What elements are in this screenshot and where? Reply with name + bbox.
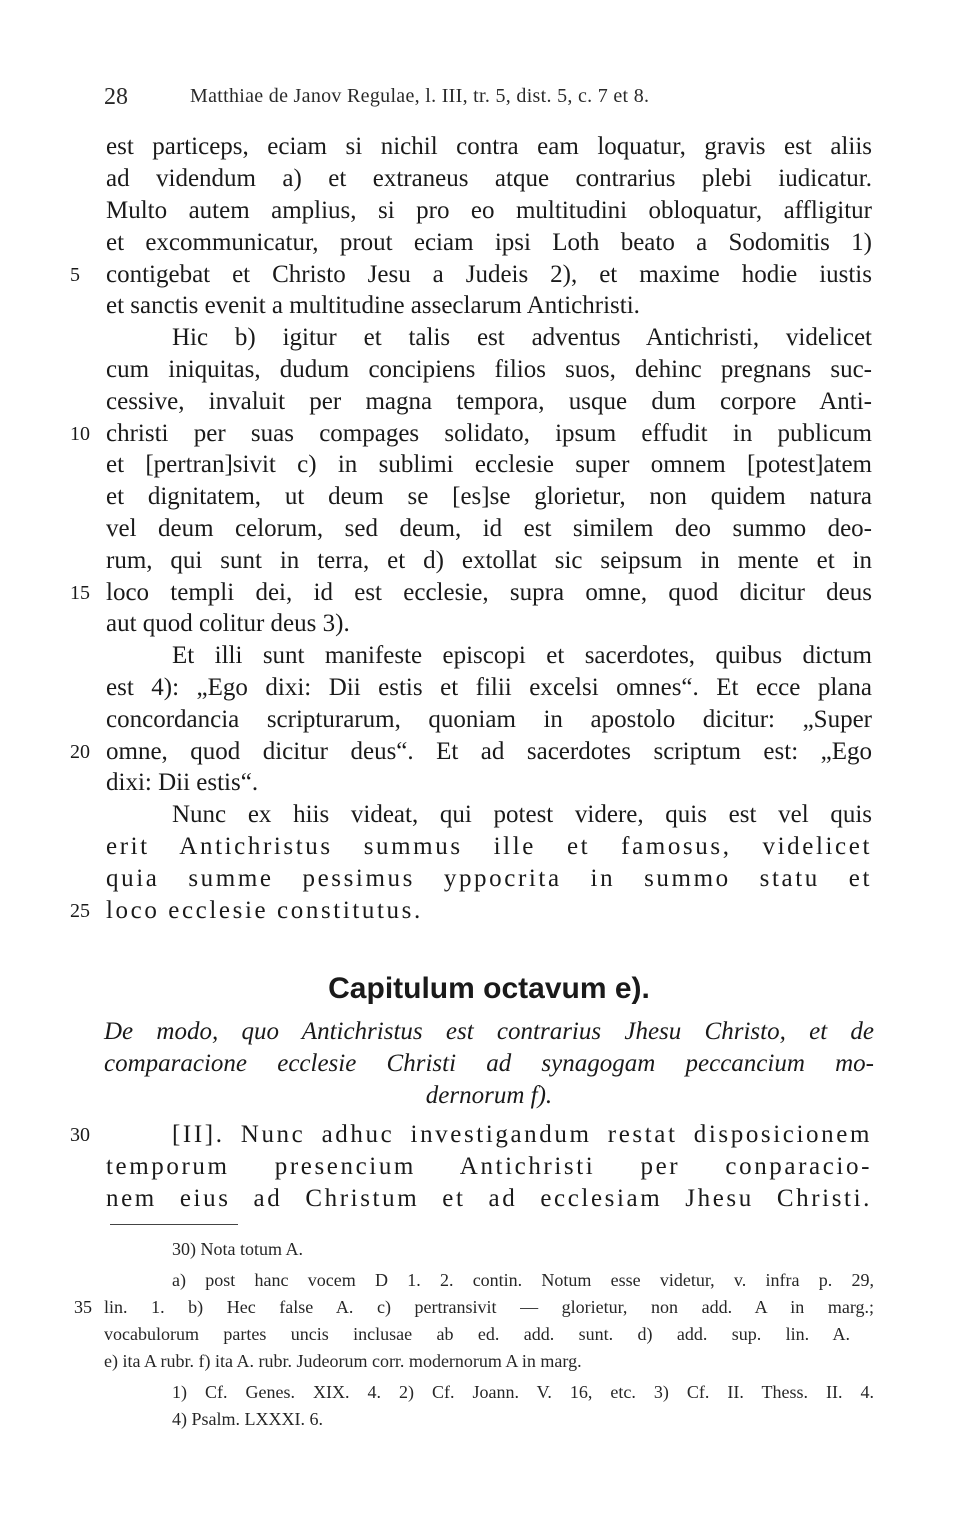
text-line: est 4): „Ego dixi: Dii estis et filii excelsi omnes“. Et ecce plana	[106, 674, 872, 701]
text-line: ad videndum a) et extraneus atque contrarius plebi iudicatur.	[106, 165, 872, 192]
line-number: 20	[70, 741, 90, 763]
footnote-line: a) post hanc vocem D 1. 2. contin. Notum esse videtur, v. infra p. 29,	[172, 1270, 874, 1290]
text-line: concordancia scripturarum, quoniam in apostolo dicitur: „Super	[106, 706, 872, 733]
text-line: est particeps, eciam si nichil contra eam loquatur, gravis est aliis	[106, 133, 872, 160]
line-number: 25	[70, 900, 90, 922]
text-line: cessive, invaluit per magna tempora, usque dum corpore Anti-	[106, 388, 872, 415]
text-line: christi per suas compages solidato, ipsum effudit in publicum	[106, 420, 872, 447]
line-number: 15	[70, 582, 90, 604]
text-line: et [pertran]sivit c) in sublimi ecclesie super omnem [potest]atem	[106, 451, 872, 478]
running-header	[104, 84, 864, 114]
running-title: Matthiae de Janov Regulae, l. III, tr. 5, dist. 5, c. 7 et 8.	[190, 85, 650, 107]
text-line: et dignitatem, ut deum se [es]se glorietur, non quidem natura	[106, 483, 872, 510]
text-line: aut quod colitur deus 3).	[106, 610, 350, 637]
text-line: [II]. Nunc adhuc investigandum restat disposicionem	[172, 1121, 872, 1148]
footnote-line: vocabulorum partes uncis inclusae ab ed. add. sunt. d) add. sup. lin. A.	[104, 1324, 850, 1344]
text-line: Hic b) igitur et talis est adventus Antichristi, videlicet	[172, 324, 872, 351]
footnote-line: 4) Psalm. LXXXI. 6.	[172, 1409, 323, 1429]
text-line: Nunc ex hiis videat, qui potest videre, quis est vel quis	[172, 801, 872, 828]
line-number: 10	[70, 423, 90, 445]
text-line: Et illi sunt manifeste episcopi et sacerdotes, quibus dictum	[172, 642, 872, 669]
text-line: contigebat et Christo Jesu a Judeis 2), et maxime hodie iustis	[106, 261, 872, 288]
text-line: loco templi dei, id est ecclesie, supra omne, quod dicitur deus	[106, 579, 872, 606]
text-line: rum, qui sunt in terra, et d) extollat sic seipsum in mente et in	[106, 547, 872, 574]
chapter-subtitle-line: comparacione ecclesie Christi ad synagogam peccancium mo-	[104, 1050, 874, 1077]
text-line: omne, quod dicitur deus“. Et ad sacerdotes scriptum est: „Ego	[106, 738, 872, 765]
text-line: dixi: Dii estis“.	[106, 769, 259, 796]
line-number: 35	[74, 1297, 92, 1317]
chapter-subtitle-line: De modo, quo Antichristus est contrarius Jhesu Christo, et de	[104, 1018, 874, 1045]
text-line: vel deum celorum, sed deum, id est similem deo summo deo-	[106, 515, 872, 542]
chapter-title: Capitulum octavum e).	[328, 972, 650, 1005]
page-number: 28	[104, 84, 128, 110]
text-line: quia summe pessimus yppocrita in summo statu et	[106, 865, 872, 892]
text-line: nem eius ad Christum et ad ecclesiam Jhesu Christi.	[106, 1185, 872, 1212]
text-line: erit Antichristus summus ille et famosus, videlicet	[106, 833, 872, 860]
text-line: et sanctis evenit a multitudine asseclarum Antichristi.	[106, 292, 640, 319]
text-line: cum iniquitas, dudum concipiens filios suos, dehinc pregnans suc-	[106, 356, 872, 383]
text-line: loco ecclesie constitutus.	[106, 897, 423, 924]
line-number: 5	[70, 264, 80, 286]
footnote-rule	[110, 1224, 238, 1225]
footnote-line: e) ita A rubr. f) ita A. rubr. Judeorum corr. modernorum A in marg.	[104, 1351, 582, 1371]
footnote-line: 30) Nota totum A.	[172, 1239, 303, 1259]
line-number: 30	[70, 1124, 90, 1146]
footnote-line: 1) Cf. Genes. XIX. 4. 2) Cf. Joann. V. 16, etc. 3) Cf. II. Thess. II. 4.	[172, 1382, 874, 1402]
footnote-line: lin. 1. b) Hec false A. c) pertransivit — glorietur, non add. A in marg.;	[104, 1297, 874, 1317]
text-line: temporum presencium Antichristi per conparacio-	[106, 1153, 872, 1180]
chapter-subtitle-line: dernorum f).	[425, 1082, 553, 1109]
text-line: Multo autem amplius, si pro eo multitudini obloquatur, affligitur	[106, 197, 872, 224]
text-line: et excommunicatur, prout eciam ipsi Loth beato a Sodomitis 1)	[106, 229, 872, 256]
